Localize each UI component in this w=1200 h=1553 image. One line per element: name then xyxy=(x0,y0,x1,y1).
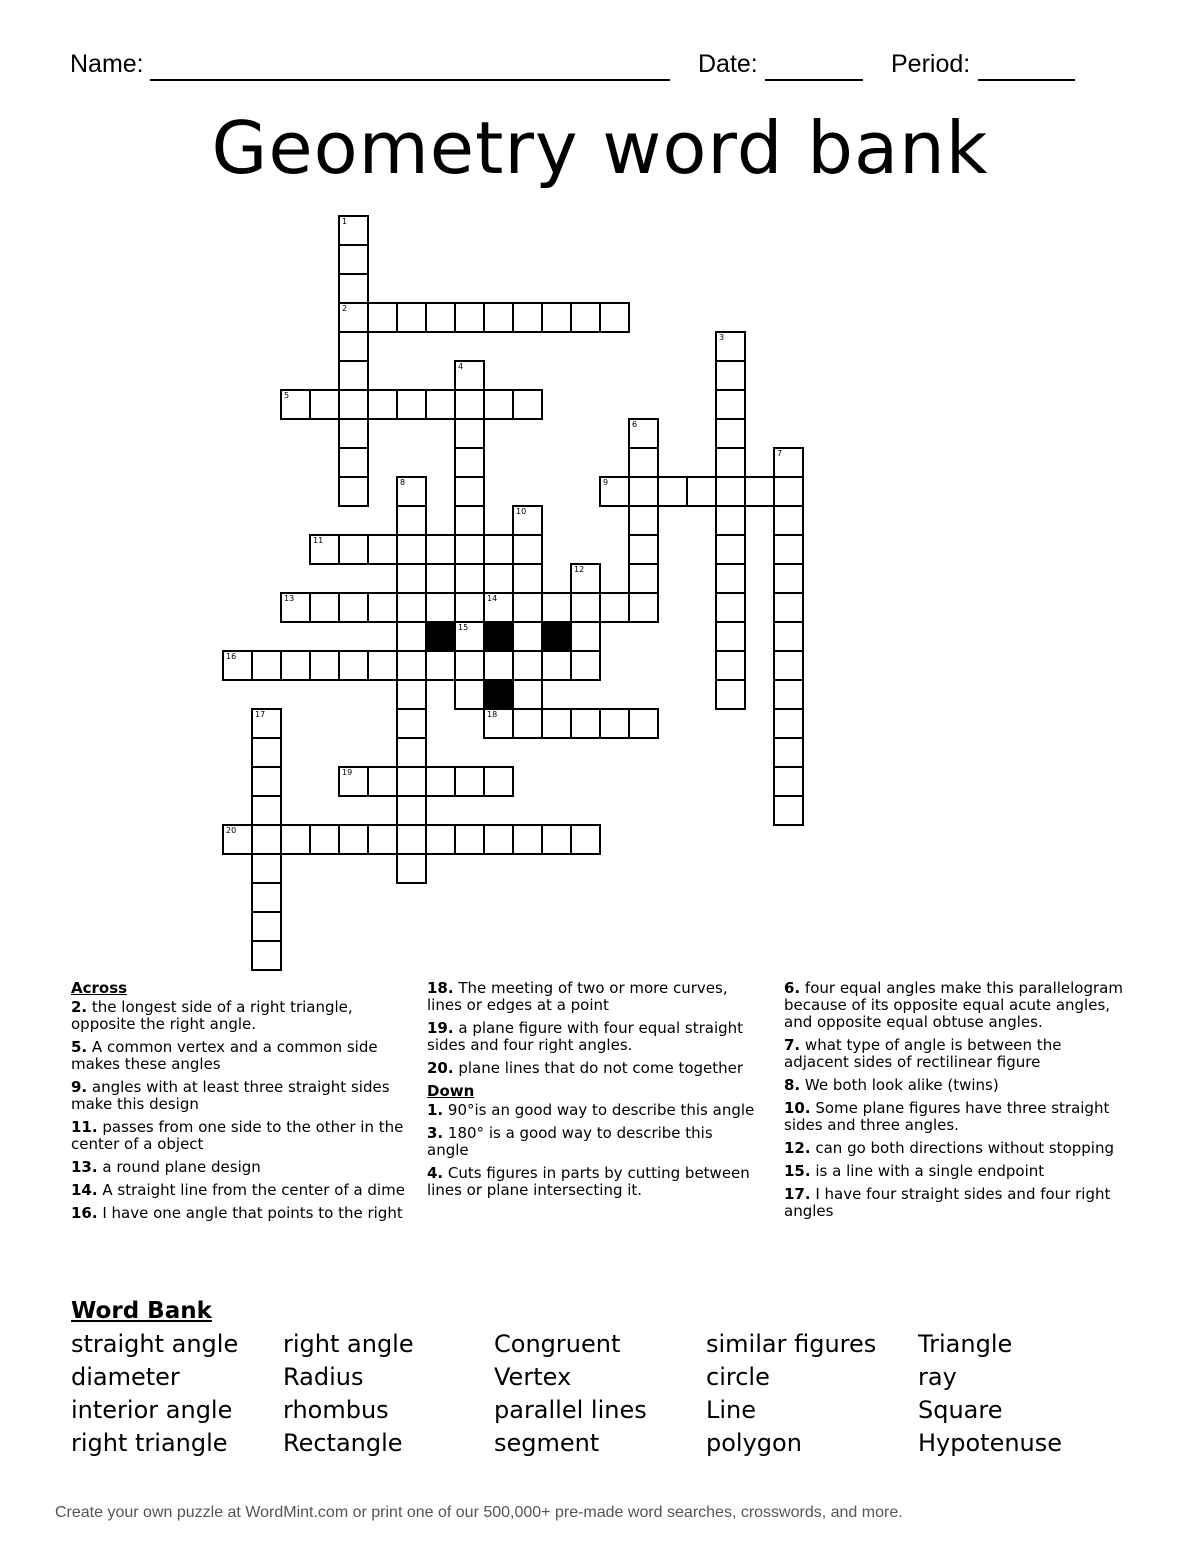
word-bank-item: Triangle xyxy=(918,1330,1013,1358)
crossword-cell[interactable] xyxy=(512,389,543,420)
crossword-cell[interactable] xyxy=(251,795,282,826)
crossword-cell[interactable] xyxy=(338,389,369,420)
word-bank-item: circle xyxy=(706,1363,770,1391)
crossword-cell[interactable] xyxy=(512,505,543,536)
word-bank-item: Congruent xyxy=(494,1330,621,1358)
crossword-cell[interactable] xyxy=(367,824,398,855)
crossword-block xyxy=(483,679,514,710)
crossword-cell[interactable] xyxy=(251,650,282,681)
crossword-cell[interactable] xyxy=(454,621,485,652)
clue-number: 7 xyxy=(777,449,783,458)
crossword-cell[interactable] xyxy=(367,389,398,420)
crossword-cell[interactable] xyxy=(454,447,485,478)
crossword-cell[interactable] xyxy=(715,505,746,536)
clue-number: 18 xyxy=(487,710,498,719)
crossword-cell[interactable] xyxy=(425,592,456,623)
crossword-cell[interactable] xyxy=(454,650,485,681)
crossword-cell[interactable] xyxy=(396,505,427,536)
crossword-cell[interactable] xyxy=(251,853,282,884)
word-bank-item: Vertex xyxy=(494,1363,572,1391)
clue-number: 1 xyxy=(342,217,348,226)
clues-column-2 xyxy=(427,980,757,1205)
crossword-cell[interactable] xyxy=(338,824,369,855)
word-bank-item: straight angle xyxy=(71,1330,239,1358)
clue-across-5: 5. A common vertex and a common side makes these angles xyxy=(71,1038,378,1073)
crossword-cell[interactable] xyxy=(715,389,746,420)
crossword-cell[interactable] xyxy=(628,592,659,623)
crossword-cell[interactable] xyxy=(570,563,601,594)
crossword-cell[interactable] xyxy=(454,563,485,594)
crossword-cell[interactable] xyxy=(425,766,456,797)
crossword-cell[interactable] xyxy=(338,650,369,681)
clue-number: 8 xyxy=(400,478,406,487)
crossword-cell[interactable] xyxy=(715,418,746,449)
word-bank-item: Line xyxy=(706,1396,757,1424)
crossword-cell[interactable] xyxy=(686,476,717,507)
crossword-cell[interactable] xyxy=(512,621,543,652)
crossword-cell[interactable] xyxy=(425,824,456,855)
crossword-cell[interactable] xyxy=(512,679,543,710)
crossword-cell[interactable] xyxy=(570,650,601,681)
date-label: Date: xyxy=(698,50,758,78)
word-bank-item: segment xyxy=(494,1429,600,1457)
clue-number: 6 xyxy=(632,420,638,429)
crossword-cell[interactable] xyxy=(483,708,514,739)
crossword-cell[interactable] xyxy=(483,389,514,420)
clue-number: 10 xyxy=(516,507,527,516)
crossword-cell[interactable] xyxy=(454,824,485,855)
crossword-cell[interactable] xyxy=(396,650,427,681)
word-bank-item: Radius xyxy=(283,1363,364,1391)
crossword-cell[interactable] xyxy=(280,389,311,420)
crossword-cell[interactable] xyxy=(628,447,659,478)
crossword-cell[interactable] xyxy=(396,302,427,333)
crossword-cell[interactable] xyxy=(599,592,630,623)
crossword-cell[interactable] xyxy=(396,476,427,507)
crossword-cell[interactable] xyxy=(541,650,572,681)
clue-down-15: 15. is a line with a single endpoint xyxy=(784,1162,1045,1180)
crossword-cell[interactable] xyxy=(251,940,282,971)
crossword-cell[interactable] xyxy=(570,621,601,652)
clue-across-20: 20. plane lines that do not come together xyxy=(427,1059,744,1077)
clue-across-19: 19. a plane figure with four equal straight sides and four right angles. xyxy=(427,1019,744,1054)
across-heading: Across xyxy=(71,979,128,997)
clue-down-12: 12. can go both directions without stopping xyxy=(784,1139,1114,1157)
crossword-cell[interactable] xyxy=(715,621,746,652)
down-heading: Down xyxy=(427,1082,475,1100)
clue-across-11: 11. passes from one side to the other in the center of a object xyxy=(71,1118,404,1153)
crossword-cell[interactable] xyxy=(570,824,601,855)
crossword-cell[interactable] xyxy=(773,766,804,797)
clue-across-13: 13. a round plane design xyxy=(71,1158,261,1176)
clue-number: 19 xyxy=(342,768,353,777)
crossword-cell[interactable] xyxy=(251,824,282,855)
word-bank-item: right angle xyxy=(283,1330,414,1358)
crossword-cell[interactable] xyxy=(512,563,543,594)
word-bank-item: rhombus xyxy=(283,1396,389,1424)
crossword-cell[interactable] xyxy=(628,476,659,507)
crossword-cell[interactable] xyxy=(280,650,311,681)
word-bank-item: interior angle xyxy=(71,1396,233,1424)
crossword-cell[interactable] xyxy=(338,447,369,478)
crossword-cell[interactable] xyxy=(483,592,514,623)
word-bank-item: similar figures xyxy=(706,1330,877,1358)
crossword-cell[interactable] xyxy=(396,534,427,565)
clue-number: 12 xyxy=(574,565,585,574)
clue-number: 15 xyxy=(458,623,469,632)
clue-across-2: 2. the longest side of a right triangle, opposite the right angle. xyxy=(71,998,353,1033)
crossword-cell[interactable] xyxy=(541,708,572,739)
footer-text: Create your own puzzle at WordMint.com or print one of our 500,000+ pre-made word searches, crosswords, and more. xyxy=(55,1504,903,1521)
crossword-cell[interactable] xyxy=(396,824,427,855)
crossword-cell[interactable] xyxy=(512,650,543,681)
clue-number: 20 xyxy=(226,826,237,835)
crossword-cell[interactable] xyxy=(715,650,746,681)
crossword-cell[interactable] xyxy=(483,650,514,681)
crossword-cell[interactable] xyxy=(425,389,456,420)
crossword-cell[interactable] xyxy=(367,534,398,565)
crossword-cell[interactable] xyxy=(483,302,514,333)
crossword-cell[interactable] xyxy=(338,476,369,507)
crossword-cell[interactable] xyxy=(309,650,340,681)
clue-number: 4 xyxy=(458,362,464,371)
crossword-cell[interactable] xyxy=(773,795,804,826)
crossword-cell[interactable] xyxy=(715,331,746,362)
clue-number: 5 xyxy=(284,391,290,400)
crossword-cell[interactable] xyxy=(251,737,282,768)
crossword-cell[interactable] xyxy=(309,824,340,855)
clue-number: 3 xyxy=(719,333,725,342)
crossword-cell[interactable] xyxy=(425,302,456,333)
crossword-cell[interactable] xyxy=(541,302,572,333)
crossword-cell[interactable] xyxy=(570,708,601,739)
clue-down-10: 10. Some plane figures have three straight sides and three angles. xyxy=(784,1099,1110,1134)
clue-down-7: 7. what type of angle is between the adjacent sides of rectilinear figure xyxy=(784,1036,1062,1071)
clue-down-4: 4. Cuts figures in parts by cutting between lines or plane intersecting it. xyxy=(427,1164,750,1199)
crossword-cell[interactable] xyxy=(483,534,514,565)
crossword-cell[interactable] xyxy=(744,476,775,507)
crossword-cell[interactable] xyxy=(628,708,659,739)
crossword-cell[interactable] xyxy=(280,592,311,623)
crossword-cell[interactable] xyxy=(396,563,427,594)
crossword-cell[interactable] xyxy=(599,476,630,507)
clue-down-3: 3. 180° is a good way to describe this angle xyxy=(427,1124,713,1159)
clue-number: 16 xyxy=(226,652,237,661)
word-bank-title: Word Bank xyxy=(71,1298,212,1324)
crossword-cell[interactable] xyxy=(715,476,746,507)
crossword-cell[interactable] xyxy=(773,592,804,623)
page-title: Geometry word bank xyxy=(211,106,989,190)
clues-column-3 xyxy=(784,980,1124,1226)
crossword-cell[interactable] xyxy=(367,302,398,333)
word-bank-item: ray xyxy=(918,1363,957,1391)
crossword-cell[interactable] xyxy=(570,302,601,333)
crossword-cell[interactable] xyxy=(338,592,369,623)
crossword-cell[interactable] xyxy=(280,824,311,855)
crossword-cell[interactable] xyxy=(454,592,485,623)
crossword-cell[interactable] xyxy=(396,592,427,623)
crossword-cell[interactable] xyxy=(773,621,804,652)
crossword-cell[interactable] xyxy=(396,766,427,797)
crossword-cell[interactable] xyxy=(773,534,804,565)
crossword-block xyxy=(425,621,456,652)
period-label: Period: xyxy=(891,50,971,78)
crossword-cell[interactable] xyxy=(454,766,485,797)
crossword-cell[interactable] xyxy=(715,447,746,478)
crossword-cell[interactable] xyxy=(396,389,427,420)
crossword-cell[interactable] xyxy=(396,795,427,826)
clue-across-16: 16. I have one angle that points to the right xyxy=(71,1204,403,1222)
word-bank-item: diameter xyxy=(71,1363,180,1391)
name-label: Name: xyxy=(70,50,144,78)
crossword-cell[interactable] xyxy=(338,331,369,362)
crossword-cell[interactable] xyxy=(541,824,572,855)
crossword-cell[interactable] xyxy=(483,824,514,855)
clue-number: 17 xyxy=(255,710,266,719)
crossword-cell[interactable] xyxy=(454,534,485,565)
clue-number: 11 xyxy=(313,536,324,545)
crossword-cell[interactable] xyxy=(483,766,514,797)
crossword-cell[interactable] xyxy=(367,592,398,623)
crossword-cell[interactable] xyxy=(396,621,427,652)
crossword-block xyxy=(483,621,514,652)
crossword-cell[interactable] xyxy=(628,418,659,449)
crossword-cell[interactable] xyxy=(715,360,746,391)
crossword-cell[interactable] xyxy=(338,244,369,275)
crossword-cell[interactable] xyxy=(773,737,804,768)
crossword-cell[interactable] xyxy=(367,650,398,681)
crossword-cell[interactable] xyxy=(425,650,456,681)
crossword-cell[interactable] xyxy=(338,273,369,304)
crossword-cell[interactable] xyxy=(773,563,804,594)
crossword-cell[interactable] xyxy=(715,563,746,594)
crossword-cell[interactable] xyxy=(599,708,630,739)
word-bank-item: parallel lines xyxy=(494,1396,647,1424)
word-bank-item: Square xyxy=(918,1396,1003,1424)
crossword-cell[interactable] xyxy=(628,534,659,565)
crossword-cell[interactable] xyxy=(715,679,746,710)
crossword-cell[interactable] xyxy=(541,592,572,623)
crossword-cell[interactable] xyxy=(396,679,427,710)
crossword-cell[interactable] xyxy=(454,476,485,507)
clue-number: 2 xyxy=(342,304,348,313)
clue-down-17: 17. I have four straight sides and four right angles xyxy=(784,1185,1111,1220)
clue-down-8: 8. We both look alike (twins) xyxy=(784,1076,999,1094)
crossword-cell[interactable] xyxy=(512,592,543,623)
crossword-cell[interactable] xyxy=(251,708,282,739)
crossword-cell[interactable] xyxy=(773,679,804,710)
clue-down-1: 1. 90°is an good way to describe this angle xyxy=(427,1101,755,1119)
crossword-cell[interactable] xyxy=(396,708,427,739)
clues-column-1 xyxy=(71,980,411,1228)
crossword-cell[interactable] xyxy=(338,215,369,246)
clue-number: 14 xyxy=(487,594,498,603)
crossword-cell[interactable] xyxy=(454,360,485,391)
crossword-cell[interactable] xyxy=(773,476,804,507)
crossword-cell[interactable] xyxy=(773,447,804,478)
crossword-cell[interactable] xyxy=(338,360,369,391)
crossword-cell[interactable] xyxy=(570,592,601,623)
crossword-cell[interactable] xyxy=(657,476,688,507)
crossword-cell[interactable] xyxy=(773,505,804,536)
crossword-cell[interactable] xyxy=(628,563,659,594)
crossword-cell[interactable] xyxy=(396,853,427,884)
crossword-cell[interactable] xyxy=(338,766,369,797)
crossword-cell[interactable] xyxy=(251,882,282,913)
crossword-cell[interactable] xyxy=(715,534,746,565)
crossword-cell[interactable] xyxy=(367,766,398,797)
crossword-cell[interactable] xyxy=(454,389,485,420)
crossword-cell[interactable] xyxy=(425,534,456,565)
clue-number: 13 xyxy=(284,594,295,603)
crossword-cell[interactable] xyxy=(454,505,485,536)
crossword-cell[interactable] xyxy=(773,708,804,739)
word-bank-item: Rectangle xyxy=(283,1429,403,1457)
crossword-cell[interactable] xyxy=(309,534,340,565)
crossword-cell[interactable] xyxy=(338,418,369,449)
crossword-cell[interactable] xyxy=(309,389,340,420)
crossword-cell[interactable] xyxy=(628,505,659,536)
crossword-block xyxy=(541,621,572,652)
crossword-cell[interactable] xyxy=(222,824,253,855)
clue-down-6: 6. four equal angles make this parallelogram because of its opposite equal acute angles, and opposite equal obtuse angles. xyxy=(784,979,1123,1031)
crossword-cell[interactable] xyxy=(251,766,282,797)
crossword-cell[interactable] xyxy=(773,650,804,681)
word-bank-item: Hypotenuse xyxy=(918,1429,1063,1457)
word-bank-item: right triangle xyxy=(71,1429,228,1457)
crossword-cell[interactable] xyxy=(512,534,543,565)
crossword-cell[interactable] xyxy=(338,534,369,565)
crossword-cell[interactable] xyxy=(512,824,543,855)
crossword-cell[interactable] xyxy=(454,302,485,333)
crossword-cell[interactable] xyxy=(396,737,427,768)
clue-number: 9 xyxy=(603,478,609,487)
word-bank-item: polygon xyxy=(706,1429,802,1457)
crossword-cell[interactable] xyxy=(251,911,282,942)
clue-across-9: 9. angles with at least three straight sides make this design xyxy=(71,1078,390,1113)
crossword-cell[interactable] xyxy=(222,650,253,681)
clue-across-18: 18. The meeting of two or more curves, lines or edges at a point xyxy=(427,979,728,1014)
clue-across-14: 14. A straight line from the center of a dime xyxy=(71,1181,405,1199)
crossword-cell[interactable] xyxy=(715,592,746,623)
crossword-cell[interactable] xyxy=(599,302,630,333)
crossword-cell[interactable] xyxy=(512,708,543,739)
crossword-cell[interactable] xyxy=(338,302,369,333)
crossword-cell[interactable] xyxy=(309,592,340,623)
crossword-cell[interactable] xyxy=(454,679,485,710)
crossword-cell[interactable] xyxy=(454,418,485,449)
crossword-cell[interactable] xyxy=(512,302,543,333)
